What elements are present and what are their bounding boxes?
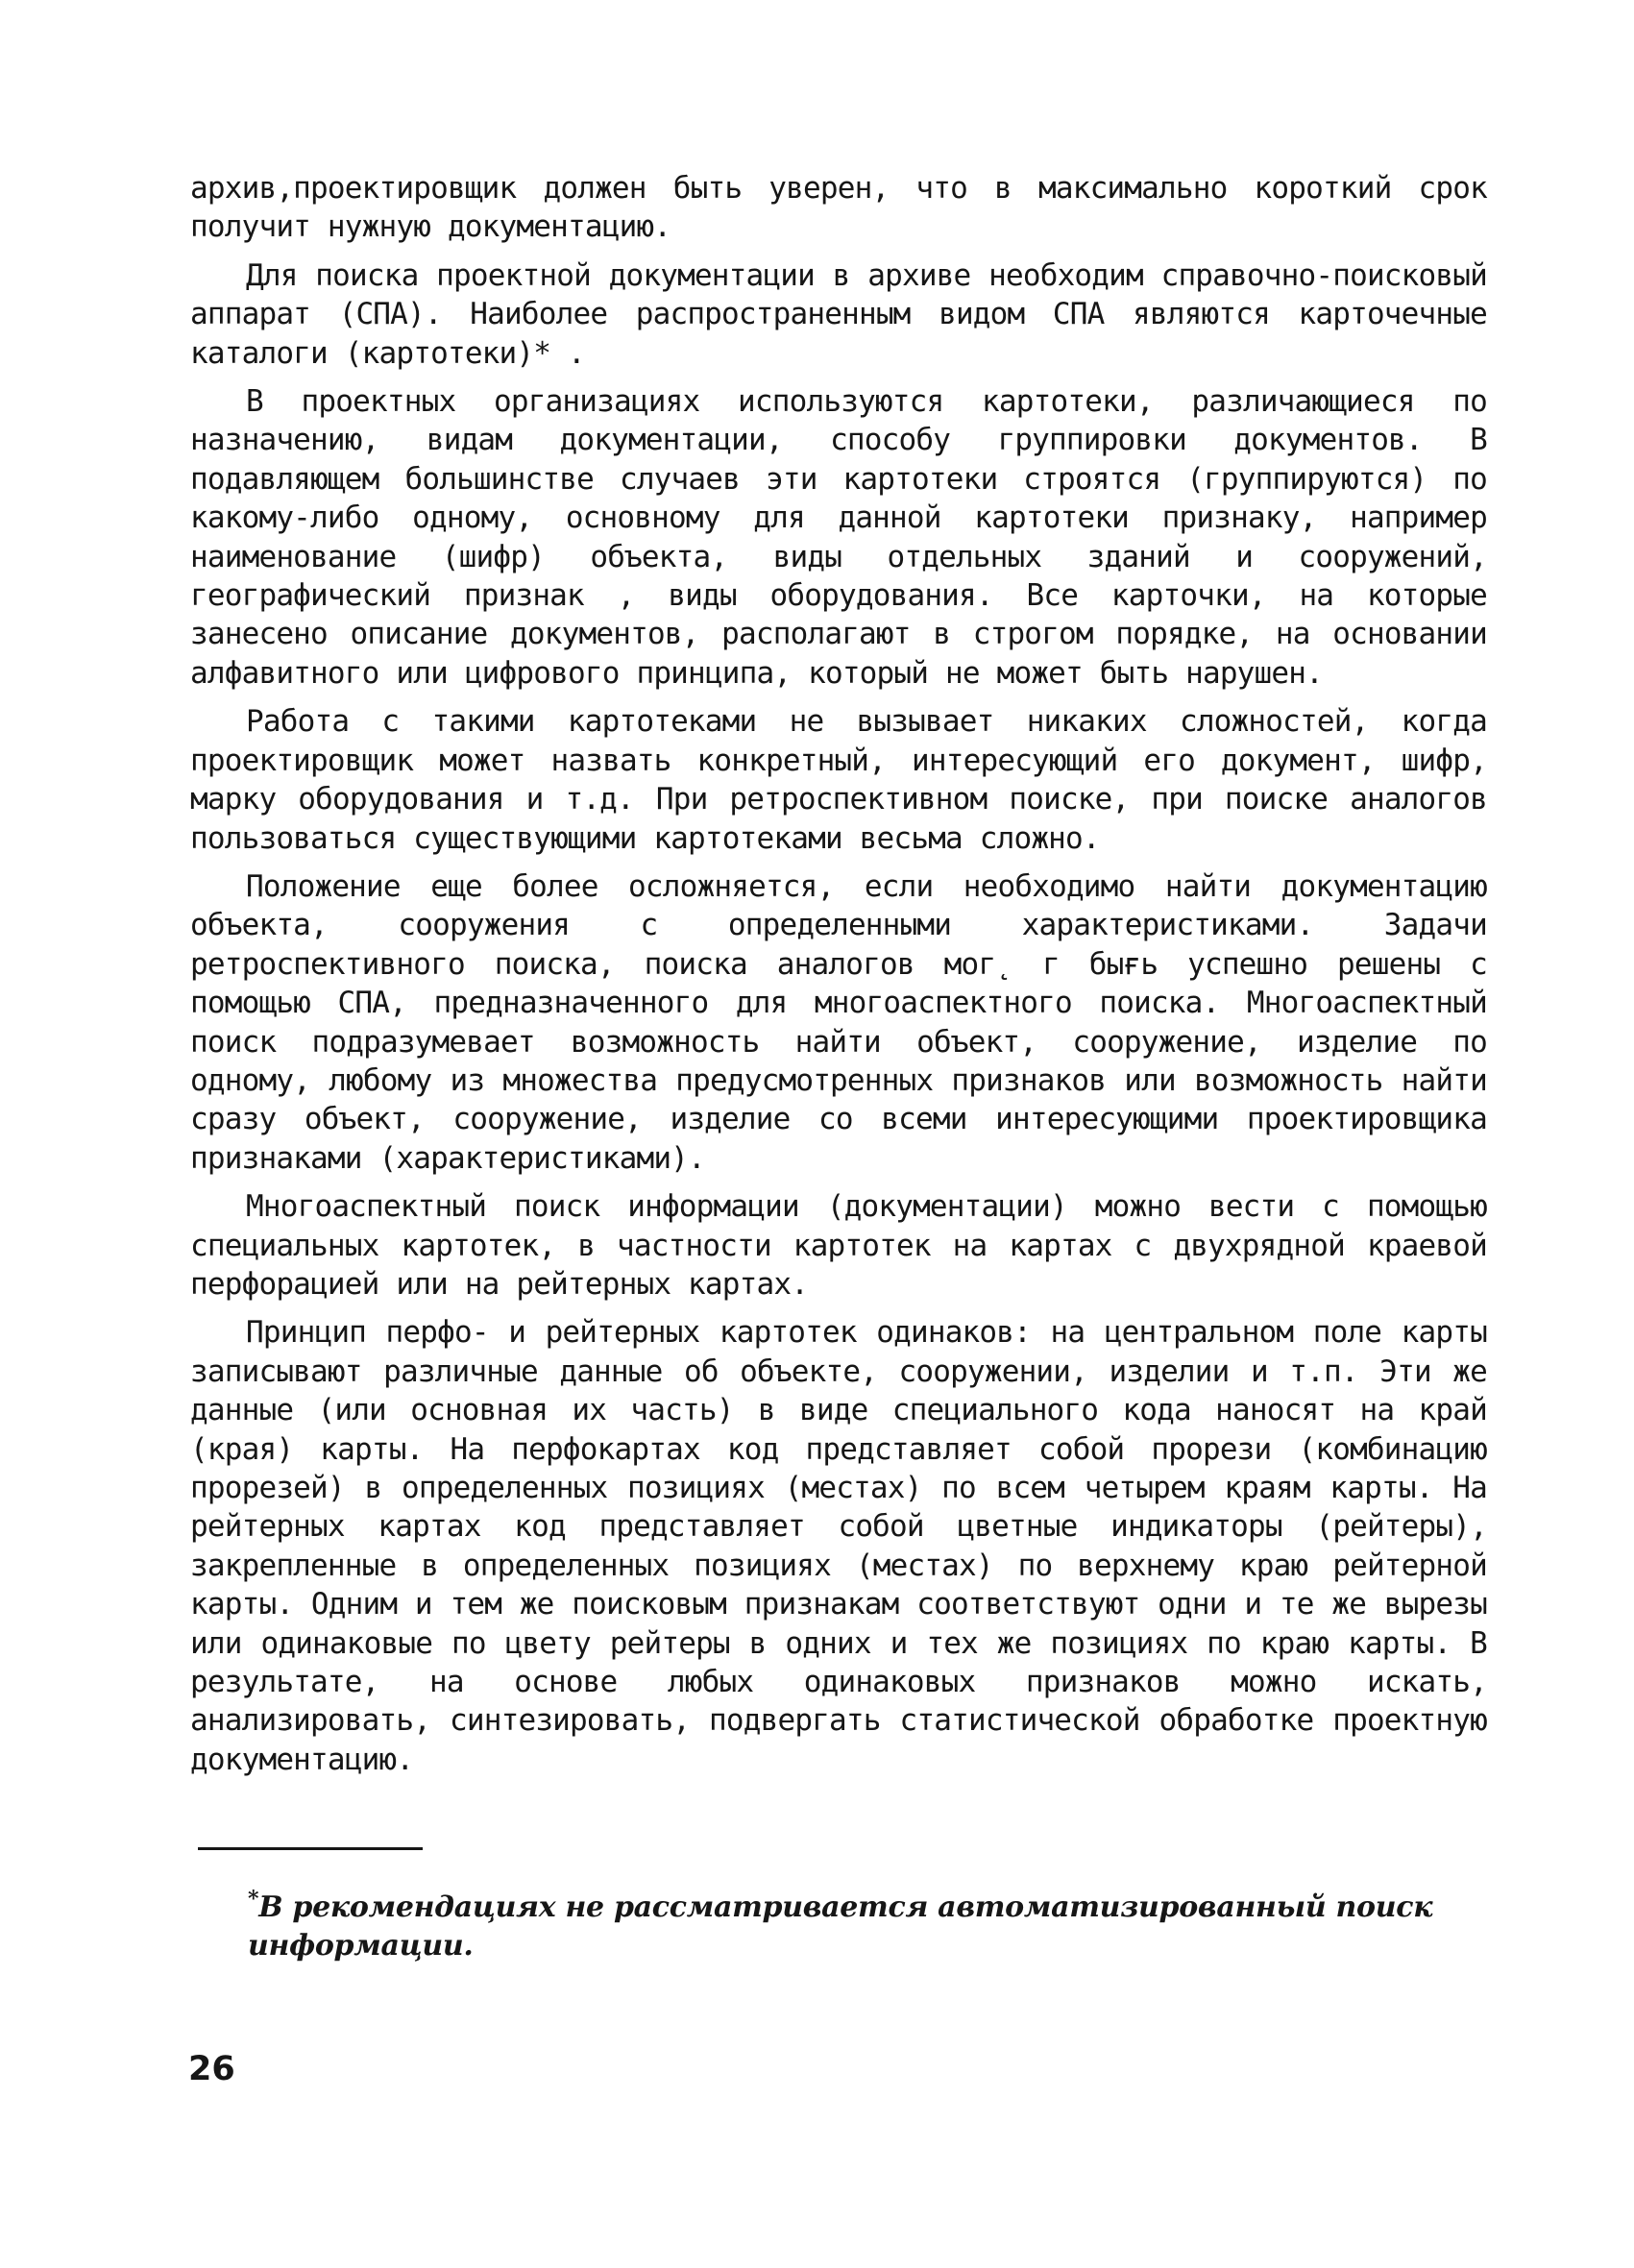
paragraph-2: Для поиска проектной документации в архиве необходим справочно-поисковый аппарат (СПА). Наиболее распространенным видом СПА являются карточечные каталоги (картотеки)* . xyxy=(190,257,1487,371)
footnote-text: В рекомендациях не рассматривается автоматизированный поиск информации. xyxy=(248,1890,1433,1963)
page-number: 26 xyxy=(188,2050,235,2088)
paragraph-6: Многоаспектный поиск информации (документации) можно вести с помощью специальных картотек, в частности картотек на картах с двухрядной краевой перфорацией или на рейтерных картах. xyxy=(190,1189,1487,1302)
paragraph-5: Положение еще более осложняется, если необходимо найти документацию объекта, сооружения с определенными характеристиками. Задачи ретроспективного поиска, поиска аналогов мог˛ г бығь успешно решены с помощью СПА, предназначенного для многоаспектного поиска. Многоаспектный поиск подразумевает возможность найти объект, сооружение, изделие по одному, любому из множества предусмотренных признаков или возможность найти сразу объект, сооружение, изделие со всеми интересующими проектировщика признаками (характеристиками). xyxy=(190,868,1487,1176)
paragraph-7: Принцип перфо- и рейтерных картотек одинаков: на центральном поле карты записывают различные данные об объекте, сооружении, изделии и т.п. Эти же данные (или основная их часть) в виде специального кода наносят на край (края) карты. На перфокартах код представляет собой прорези (комбинацию прорезей) в определенных позициях (местах) по всем четырем краям карты. На рейтерных картах код представляет собой цветные индикаторы (рейтеры), закрепленные в определенных позициях (местах) по верхнему краю рейтерной карты. Одним и тем же поисковым признакам соответствуют одни и те же вырезы или одинаковые по цвету рейтеры в одних и тех же позициях по краю карты. В результате, на основе любых одинаковых признаков можно искать, анализировать, синтезировать, подвергать статистической обработке проектную документацию. xyxy=(190,1315,1487,1777)
footnote-mark: * xyxy=(248,1887,259,1912)
paragraph-4: Работа с такими картотеками не вызывает никаких сложностей, когда проектировщик может назвать конкретный, интересующий его документ, шифр, марку оборудования и т.д. При ретроспективном поиске, при поиске аналогов пользоваться существующими картотеками весьма сложно. xyxy=(190,704,1487,856)
footnote xyxy=(248,1889,1497,1965)
paragraph-3: В проектных организациях используются картотеки, различающиеся по назначению, видам документации, способу группировки документов. В подавляющем большинстве случаев эти картотеки строятся (группируются) по какому-либо одному, основному для данной картотеки признаку, например наименование (шифр) объекта, виды отдельных зданий и сооружений, географический признак , виды оборудования. Все карточки, на которые занесено описание документов, располагают в строгом порядке, на основании алфавитного или цифрового принципа, который не может быть нарушен. xyxy=(190,384,1487,691)
paragraph-1: архив,проектировщик должен быть уверен, что в максимально короткий срок получит нужную документацию. xyxy=(190,171,1487,245)
body-text xyxy=(190,169,1487,1789)
footnote-divider xyxy=(198,1847,423,1850)
